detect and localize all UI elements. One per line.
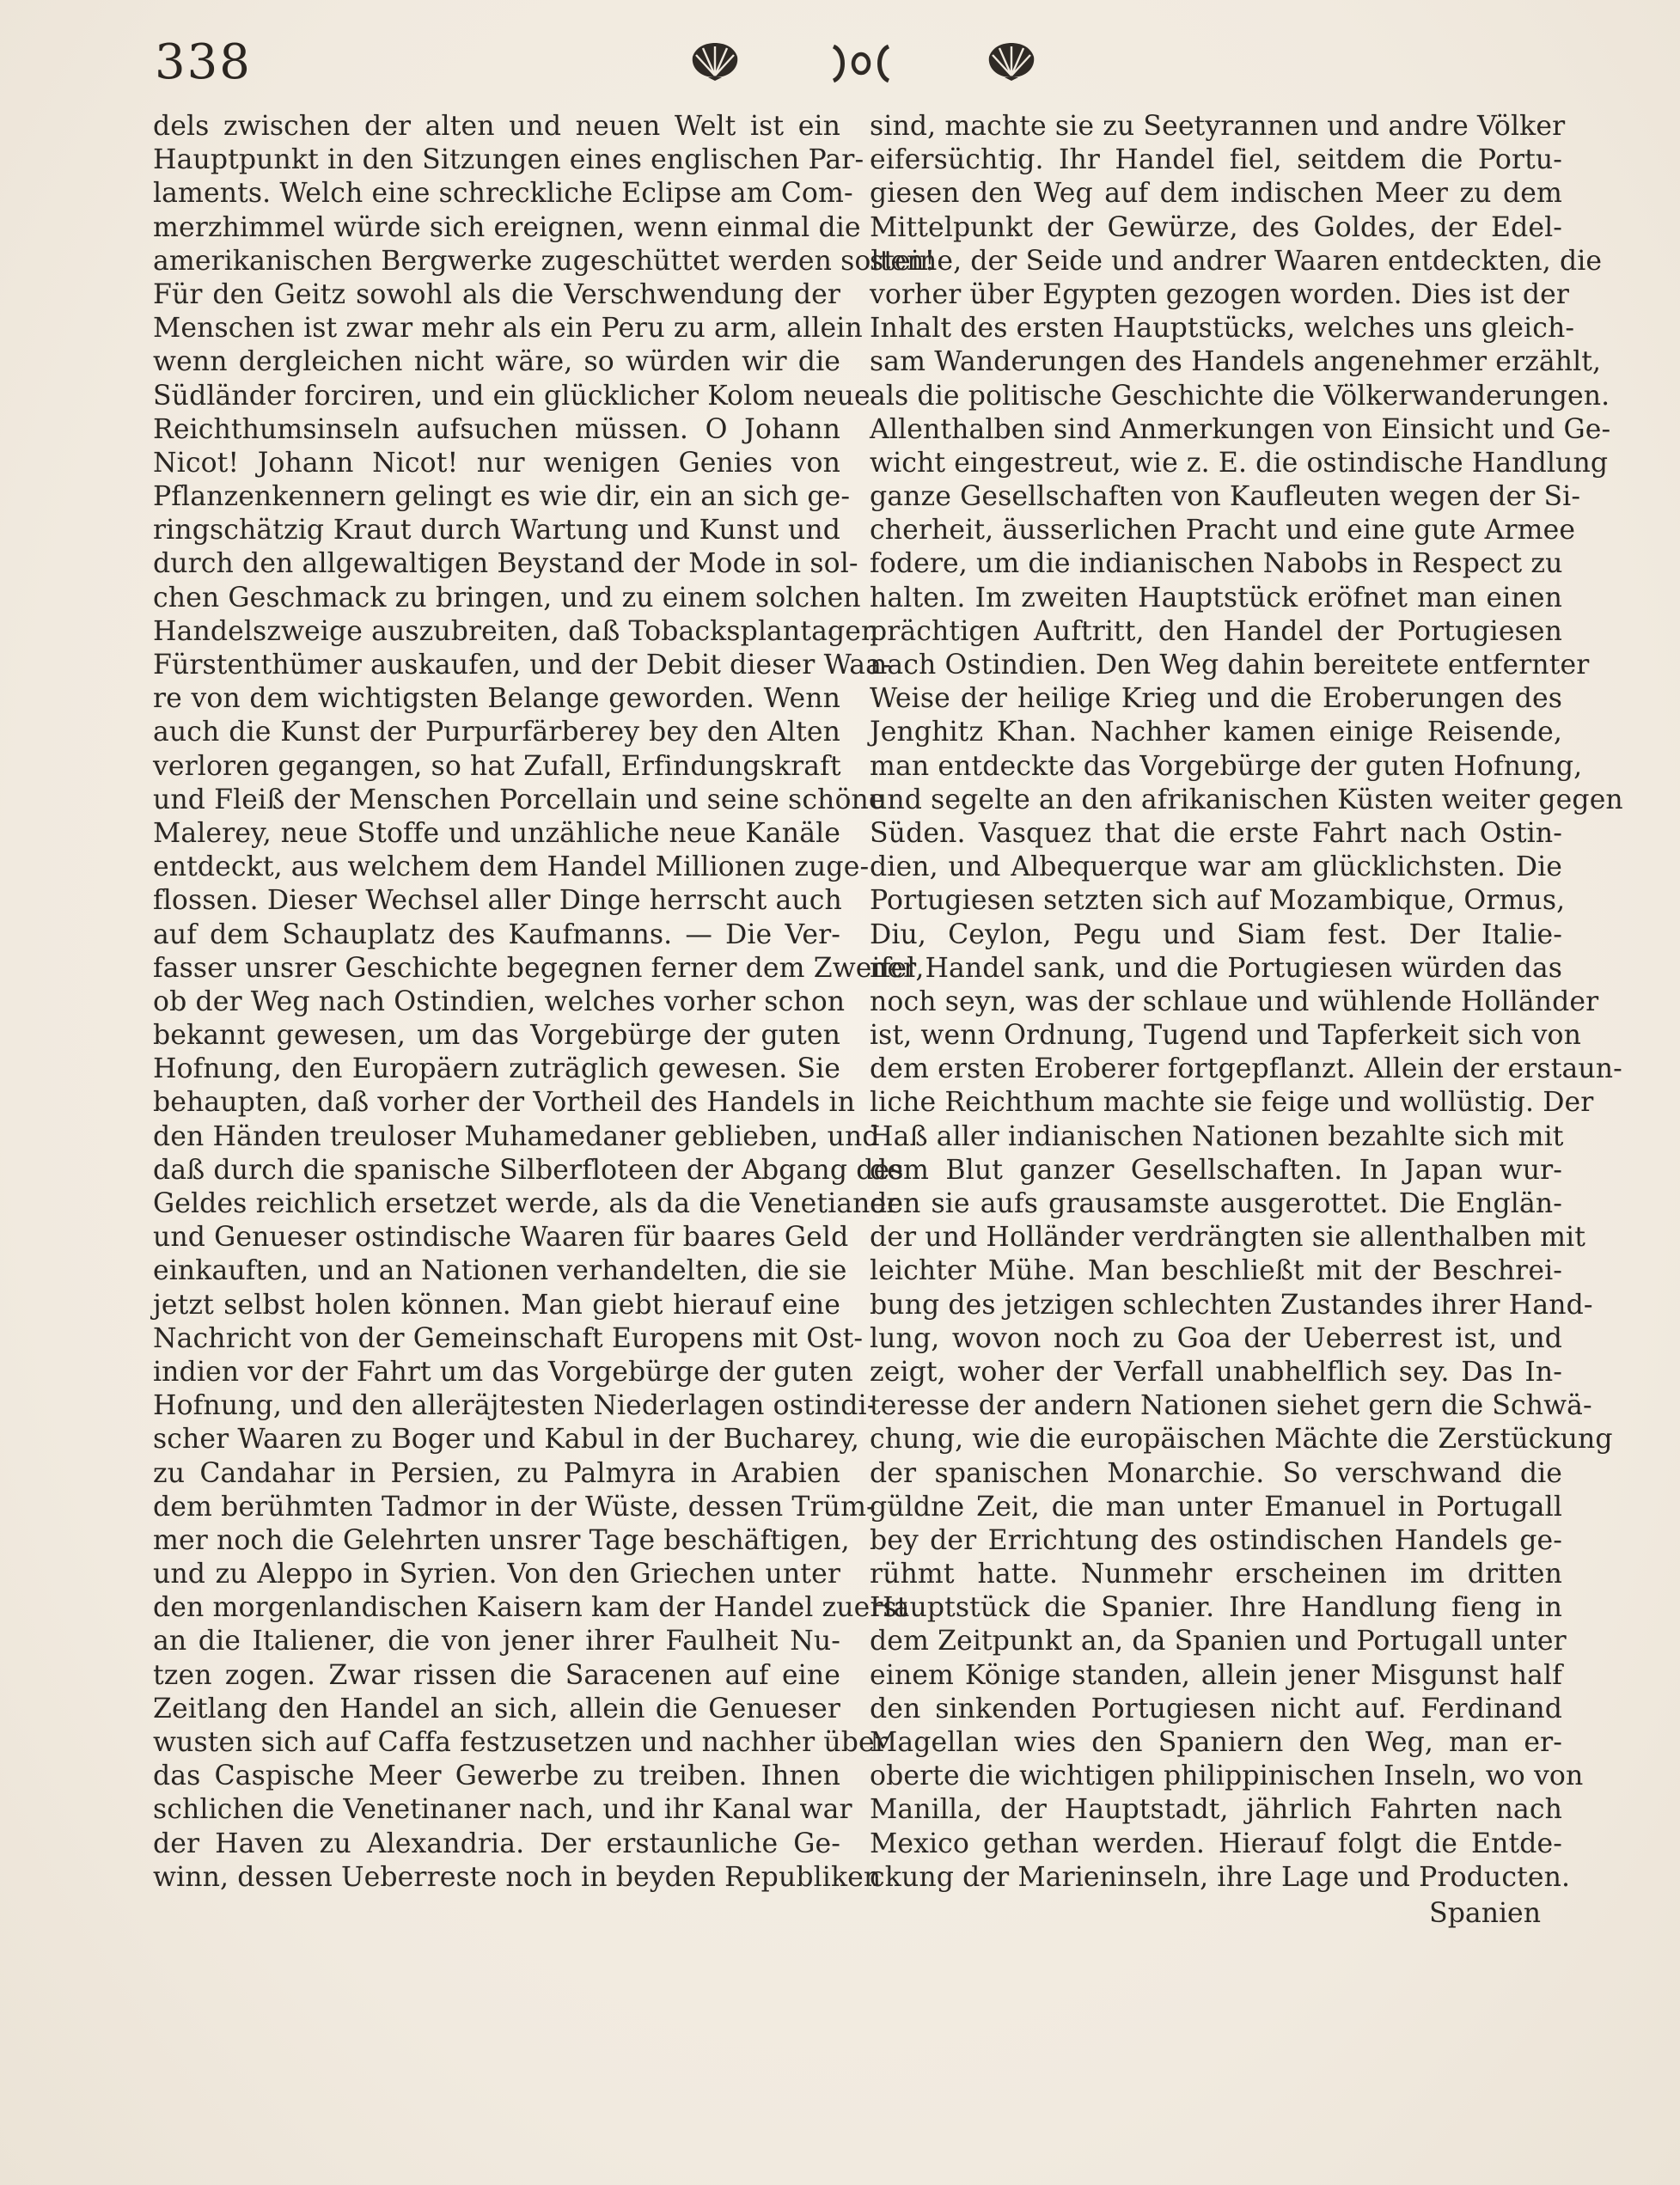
text-line: Geldes reichlich ersetzet werde, als da die Venetianer	[153, 1188, 900, 1219]
text-line: lung, wovon noch zu Goa der Ueberrest ist, und	[870, 1322, 1562, 1354]
text-line: dem ersten Eroberer fortgepflanzt. Allein der erstaun-	[870, 1053, 1622, 1085]
bracket-ornament-icon	[827, 43, 895, 84]
text-line: oberte die wichtigen philippinischen Inseln, wo von	[870, 1761, 1584, 1792]
text-line: leichter Mühe. Man beschließt mit der Beschrei-	[870, 1255, 1562, 1287]
text-line: sind, machte sie zu Seetyrannen und andre Völker	[870, 111, 1566, 142]
text-line: und Genueser ostindische Waaren für baares Geld	[153, 1222, 849, 1254]
page-number: 338	[155, 34, 252, 90]
text-line: fasser unsrer Geschichte begegnen ferner dem Zweifel,	[153, 952, 925, 984]
text-line: den sinkenden Portugiesen nicht auf. Ferdinand	[870, 1693, 1562, 1724]
text-line: entdeckt, aus welchem dem Handel Millionen zuge-	[153, 851, 870, 883]
text-line: Hofnung, den Europäern zuträglich gewesen. Sie	[153, 1053, 840, 1085]
text-line: durch den allgewaltigen Beystand der Mode in sol-	[153, 548, 858, 580]
text-line: Portugiesen setzten sich auf Mozambique, Ormus,	[870, 885, 1566, 917]
text-line: wenn dergleichen nicht wäre, so würden wir die	[153, 346, 840, 378]
text-line: auf dem Schauplatz des Kaufmanns. — Die Ver-	[153, 919, 840, 950]
text-line: halten. Im zweiten Hauptstück eröfnet man einen	[870, 582, 1562, 613]
text-line: Diu, Ceylon, Pegu und Siam fest. Der Italie-	[870, 919, 1562, 950]
text-line: einkauften, und an Nationen verhandelten, die sie	[153, 1255, 847, 1287]
text-line: jetzt selbst holen können. Man giebt hierauf eine	[153, 1289, 840, 1321]
text-line: dem berühmten Tadmor in der Wüste, dessen Trüm-	[153, 1491, 876, 1523]
text-line: bey der Errichtung des ostindischen Handels ge-	[870, 1524, 1562, 1556]
text-line: wicht eingestreut, wie z. E. die ostindische Handlung	[870, 447, 1609, 479]
text-line: Fürstenthümer auskaufen, und der Debit dieser Waa-	[153, 650, 891, 681]
text-line: dem Blut ganzer Gesellschaften. In Japan wur-	[870, 1154, 1562, 1186]
text-line: den sie aufs grausamste ausgerottet. Die Englän-	[870, 1188, 1562, 1219]
text-line: den Händen treuloser Muhamedaner geblieben, und	[153, 1120, 880, 1152]
text-line: giesen den Weg auf dem indischen Meer zu dem	[870, 178, 1562, 210]
text-line: man entdeckte das Vorgebürge der guten Hofnung,	[870, 750, 1583, 782]
text-line: Magellan wies den Spaniern den Weg, man er-	[870, 1727, 1562, 1758]
text-line: scher Waaren zu Boger und Kabul in der Bucharey,	[153, 1424, 860, 1456]
text-line: merzhimmel würde sich ereignen, wenn einmal die	[153, 211, 861, 243]
text-line: teresse der andern Nationen siehet gern die Schwä-	[870, 1390, 1592, 1422]
text-line: sam Wanderungen des Handels angenehmer erzählt,	[870, 346, 1602, 378]
shell-ornament-icon	[687, 41, 742, 81]
text-line: amerikanischen Bergwerke zugeschüttet werden solten!	[153, 245, 936, 277]
text-line: dien, und Albequerque war am glücklichsten. Die	[870, 851, 1562, 883]
text-line: Nicot! Johann Nicot! nur wenigen Genies von	[153, 447, 840, 479]
text-line: und Fleiß der Menschen Porcellain und seine schöne	[153, 784, 885, 815]
text-line: Zeitlang den Handel an sich, allein die Genueser	[153, 1693, 840, 1724]
text-line: Nachricht von der Gemeinschaft Europens mit Ost-	[153, 1322, 864, 1354]
text-line: cherheit, äusserlichen Pracht und eine gute Armee	[870, 515, 1576, 546]
text-line: mer noch die Gelehrten unsrer Tage beschäftigen,	[153, 1524, 850, 1556]
text-line: der Haven zu Alexandria. Der erstaunliche Ge-	[153, 1828, 840, 1859]
text-line: auch die Kunst der Purpurfärberey bey den Alten	[153, 717, 840, 748]
text-line: ner Handel sank, und die Portugiesen würden das	[870, 952, 1562, 984]
text-line: Hauptstück die Spanier. Ihre Handlung fieng in	[870, 1592, 1562, 1624]
text-line: einem Könige standen, allein jener Misgunst half	[870, 1659, 1562, 1691]
catchword: Spanien	[1429, 1898, 1541, 1929]
text-line: Haß aller indianischen Nationen bezahlte sich mit	[870, 1120, 1564, 1152]
text-line: Manilla, der Hauptstadt, jährlich Fahrten nach	[870, 1794, 1562, 1826]
text-line: flossen. Dieser Wechsel aller Dinge herrscht auch	[153, 885, 842, 917]
text-line: dem Zeitpunkt an, da Spanien und Portugall unter	[870, 1626, 1567, 1657]
right-text-column	[870, 110, 1623, 1895]
text-line: winn, dessen Ueberreste noch in beyden Republiken	[153, 1861, 882, 1893]
text-line: den morgenlandischen Kaisern kam der Handel zuerst	[153, 1592, 908, 1624]
text-line: verloren gegangen, so hat Zufall, Erfindungskraft	[153, 750, 841, 782]
text-line: ist, wenn Ordnung, Tugend und Tapferkeit sich von	[870, 1020, 1582, 1052]
text-line: Handelszweige auszubreiten, daß Tobacksplantagen	[153, 615, 879, 647]
text-line: güldne Zeit, die man unter Emanuel in Portugall	[870, 1491, 1562, 1523]
text-line: Mittelpunkt der Gewürze, des Goldes, der Edel-	[870, 211, 1562, 243]
text-line: Malerey, neue Stoffe und unzähliche neue Kanäle	[153, 817, 840, 849]
text-line: bung des jetzigen schlechten Zustandes ihrer Hand-	[870, 1289, 1593, 1321]
text-line: bekannt gewesen, um das Vorgebürge der guten	[153, 1020, 840, 1052]
text-line: laments. Welch eine schreckliche Eclipse am Com-	[153, 178, 853, 210]
text-line: Für den Geitz sowohl als die Verschwendung der	[153, 278, 840, 310]
text-line: Menschen ist zwar mehr als ein Peru zu arm, allein	[153, 313, 863, 345]
text-line: chung, wie die europäischen Mächte die Zerstückung	[870, 1424, 1613, 1456]
text-line: als die politische Geschichte die Völkerwanderungen.	[870, 380, 1610, 412]
text-line: Hofnung, und den alleräjtesten Niederlagen ostindi-	[153, 1390, 877, 1422]
text-line: der spanischen Monarchie. So verschwand die	[870, 1457, 1562, 1489]
page-header	[0, 0, 1680, 112]
text-line: wusten sich auf Caffa festzusetzen und nachher über	[153, 1727, 888, 1758]
text-line: prächtigen Auftritt, den Handel der Portugiesen	[870, 615, 1562, 647]
text-line: ckung der Marieninseln, ihre Lage und Producten.	[870, 1861, 1571, 1893]
text-line: chen Geschmack zu bringen, und zu einem solchen	[153, 582, 861, 613]
text-line: nach Ostindien. Den Weg dahin bereitete entfernter	[870, 650, 1590, 681]
text-line: Jenghitz Khan. Nachher kamen einige Reisende,	[870, 717, 1562, 748]
text-line: und zu Aleppo in Syrien. Von den Griechen unter	[153, 1559, 840, 1590]
text-line: daß durch die spanische Silberfloteen der Abgang des	[153, 1154, 904, 1186]
text-line: Hauptpunkt in den Sitzungen eines englischen Par-	[153, 144, 864, 176]
text-line: liche Reichthum machte sie feige und wollüstig. Der	[870, 1087, 1594, 1119]
text-line: schlichen die Venetinaner nach, und ihr Kanal war	[153, 1794, 852, 1826]
text-line: der und Holländer verdrängten sie allenthalben mit	[870, 1222, 1585, 1254]
text-line: Weise der heilige Krieg und die Eroberungen des	[870, 683, 1562, 715]
text-line: dels zwischen der alten und neuen Welt ist ein	[153, 111, 840, 142]
text-line: fodere, um die indianischen Nabobs in Respect zu	[870, 548, 1563, 580]
left-text-column	[153, 110, 936, 1895]
text-line: Inhalt des ersten Hauptstücks, welches uns gleich-	[870, 313, 1575, 345]
text-line: indien vor der Fahrt um das Vorgebürge der guten	[153, 1356, 853, 1388]
text-line: re von dem wichtigsten Belange geworden. Wenn	[153, 683, 840, 715]
text-line: und segelte an den afrikanischen Küsten weiter gegen	[870, 784, 1623, 815]
text-line: zeigt, woher der Verfall unabhelflich sey. Das In-	[870, 1356, 1562, 1388]
text-line: eifersüchtig. Ihr Handel fiel, seitdem die Portu-	[870, 144, 1562, 176]
text-line: Pflanzenkennern gelingt es wie dir, ein an sich ge-	[153, 481, 851, 513]
shell-ornament-icon	[984, 41, 1039, 81]
text-line: das Caspische Meer Gewerbe zu treiben. Ihnen	[153, 1761, 840, 1792]
text-line: Südländer forciren, und ein glücklicher Kolom neue	[153, 380, 871, 412]
text-line: Allenthalben sind Anmerkungen von Einsicht und Ge-	[870, 413, 1611, 445]
text-line: rühmt hatte. Nunmehr erscheinen im dritten	[870, 1559, 1562, 1590]
text-line: an die Italiener, die von jener ihrer Faulheit Nu-	[153, 1626, 840, 1657]
text-line: steine, der Seide und andrer Waaren entdeckten, die	[870, 245, 1603, 277]
text-line: behaupten, daß vorher der Vortheil des Handels in	[153, 1087, 856, 1119]
text-line: noch seyn, was der schlaue und wühlende Holländer	[870, 986, 1599, 1017]
text-line: vorher über Egypten gezogen worden. Dies ist der	[870, 278, 1570, 310]
text-line: zu Candahar in Persien, zu Palmyra in Arabien	[153, 1457, 840, 1489]
text-line: ob der Weg nach Ostindien, welches vorher schon	[153, 986, 846, 1017]
text-line: tzen zogen. Zwar rissen die Saracenen auf eine	[153, 1659, 840, 1691]
text-line: Süden. Vasquez that die erste Fahrt nach Ostin-	[870, 817, 1562, 849]
text-line: Reichthumsinseln aufsuchen müssen. O Johann	[153, 413, 840, 445]
text-line: ringschätzig Kraut durch Wartung und Kunst und	[153, 515, 840, 546]
text-line: ganze Gesellschaften von Kaufleuten wegen der Si-	[870, 481, 1581, 513]
text-line: Mexico gethan werden. Hierauf folgt die Entde-	[870, 1828, 1562, 1859]
